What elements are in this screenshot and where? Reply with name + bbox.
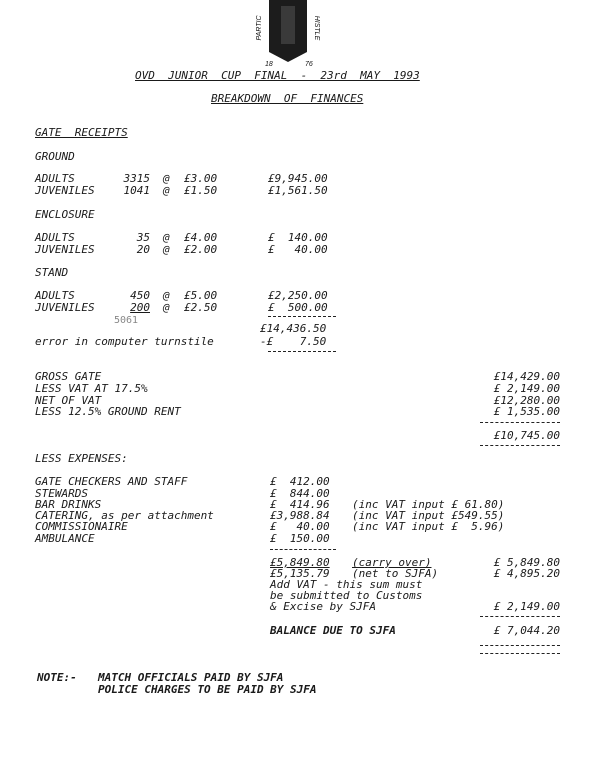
row-amount: £ 40.00 — [268, 243, 328, 256]
expense-amount: £ 412.00 — [270, 475, 330, 488]
carry-over-label: (carry over) — [352, 556, 432, 569]
summary-label: GROSS GATE — [35, 370, 102, 383]
expense-label: STEWARDS — [35, 487, 88, 500]
divider — [480, 616, 560, 617]
row-at: @ — [163, 172, 170, 185]
enclosure-label: ENCLOSURE — [35, 208, 95, 221]
row-amount: £ 140.00 — [268, 231, 328, 244]
gate-subtotal: £14,436.50 — [260, 322, 327, 335]
divider — [268, 316, 336, 317]
row-amount: £1,561.50 — [268, 184, 328, 197]
summary-total: £10,745.00 — [493, 429, 560, 442]
summary-amount: £14,429.00 — [493, 370, 560, 383]
row-price: £1.50 — [184, 184, 218, 197]
row-name: ADULTS — [35, 172, 75, 185]
expense-label: CATERING, as per attachment — [35, 509, 214, 522]
net-note: (net to SJFA) — [352, 567, 439, 580]
document-subtitle: BREAKDOWN OF FINANCES — [211, 92, 364, 105]
logo-year-left: 18 — [265, 61, 273, 68]
expense-amount: £ 40.00 — [270, 520, 330, 533]
balance-label: BALANCE DUE TO SJFA — [270, 624, 396, 637]
club-crest-logo — [255, 0, 321, 70]
summary-label: LESS 12.5% GROUND RENT — [35, 405, 181, 418]
row-at: @ — [163, 243, 170, 256]
row-at: @ — [163, 184, 170, 197]
row-name: JUVENILES — [35, 184, 95, 197]
row-at: @ — [163, 301, 170, 314]
net-value: £5,135.79 — [270, 567, 330, 580]
gate-receipts-heading: GATE RECEIPTS — [35, 126, 128, 139]
row-name: JUVENILES — [35, 243, 95, 256]
handwritten-total: 5061 — [114, 315, 139, 326]
divider — [480, 445, 560, 446]
row-price: £4.00 — [184, 231, 218, 244]
row-price: £2.50 — [184, 301, 218, 314]
note-line: POLICE CHARGES TO BE PAID BY SJFA — [98, 683, 317, 696]
row-name: ADULTS — [35, 289, 75, 302]
note-label: NOTE:- — [37, 671, 77, 684]
note-line: MATCH OFFICIALS PAID BY SJFA — [98, 671, 284, 684]
divider — [480, 422, 560, 423]
summary-amount: £12,280.00 — [493, 394, 560, 407]
expense-label: BAR DRINKS — [35, 498, 102, 511]
vat-line: be submitted to Customs — [270, 589, 423, 602]
row-qty: 35 — [136, 231, 150, 244]
expense-label: COMMISSIONAIRE — [35, 520, 128, 533]
row-at: @ — [163, 289, 170, 302]
ground-label: GROUND — [35, 150, 75, 163]
row-qty: 20 — [136, 243, 150, 256]
summary-label: LESS VAT AT 17.5% — [35, 382, 148, 395]
logo-left-text: PARTIC — [256, 15, 263, 41]
vat-line: & Excise by SJFA — [270, 600, 376, 613]
stand-label: STAND — [35, 266, 69, 279]
row-price: £2.00 — [184, 243, 218, 256]
summary-label: NET OF VAT — [35, 394, 102, 407]
expense-note: (inc VAT input £ 61.80) — [352, 498, 505, 511]
row-qty: 200 — [130, 301, 150, 314]
summary-amount: £ 1,535.00 — [493, 405, 560, 418]
divider — [270, 549, 336, 550]
row-name: ADULTS — [35, 231, 75, 244]
carry-over-amount: £ 5,849.80 — [493, 556, 560, 569]
logo-right-text: HISTLE — [313, 15, 320, 41]
expense-amount: £ 414.96 — [270, 498, 330, 511]
row-at: @ — [163, 231, 170, 244]
vat-amount: £ 2,149.00 — [493, 600, 560, 613]
expense-amount: £ 150.00 — [270, 532, 330, 545]
expense-label: GATE CHECKERS AND STAFF — [35, 475, 188, 488]
summary-amount: £ 2,149.00 — [493, 382, 560, 395]
row-amount: £9,945.00 — [268, 172, 328, 185]
document-title: OVD JUNIOR CUP FINAL - 23rd MAY 1993 — [135, 69, 420, 82]
divider — [268, 351, 336, 352]
expense-amount: £ 844.00 — [270, 487, 330, 500]
row-qty: 1041 — [123, 184, 150, 197]
expenses-heading: LESS EXPENSES: — [35, 452, 128, 465]
error-amount: -£ 7.50 — [260, 335, 327, 348]
divider — [480, 645, 560, 646]
expenses-total: £5,849.80 — [270, 556, 330, 569]
expense-label: AMBULANCE — [35, 532, 95, 545]
row-amount: £ 500.00 — [268, 301, 328, 314]
net-amount: £ 4,895.20 — [493, 567, 560, 580]
row-price: £3.00 — [184, 172, 218, 185]
expense-note: (inc VAT input £549.55) — [352, 509, 505, 522]
error-label: error in computer turnstile — [35, 335, 214, 348]
logo-year-right: 76 — [305, 61, 313, 68]
expense-amount: £3,988.84 — [270, 509, 330, 522]
row-qty: 3315 — [123, 172, 150, 185]
expense-note: (inc VAT input £ 5.96) — [352, 520, 505, 533]
vat-line: Add VAT - this sum must — [270, 578, 423, 591]
divider — [480, 653, 560, 654]
balance-amount: £ 7,044.20 — [493, 624, 560, 637]
row-price: £5.00 — [184, 289, 218, 302]
row-name: JUVENILES — [35, 301, 95, 314]
row-amount: £2,250.00 — [268, 289, 328, 302]
row-qty: 450 — [130, 289, 150, 302]
